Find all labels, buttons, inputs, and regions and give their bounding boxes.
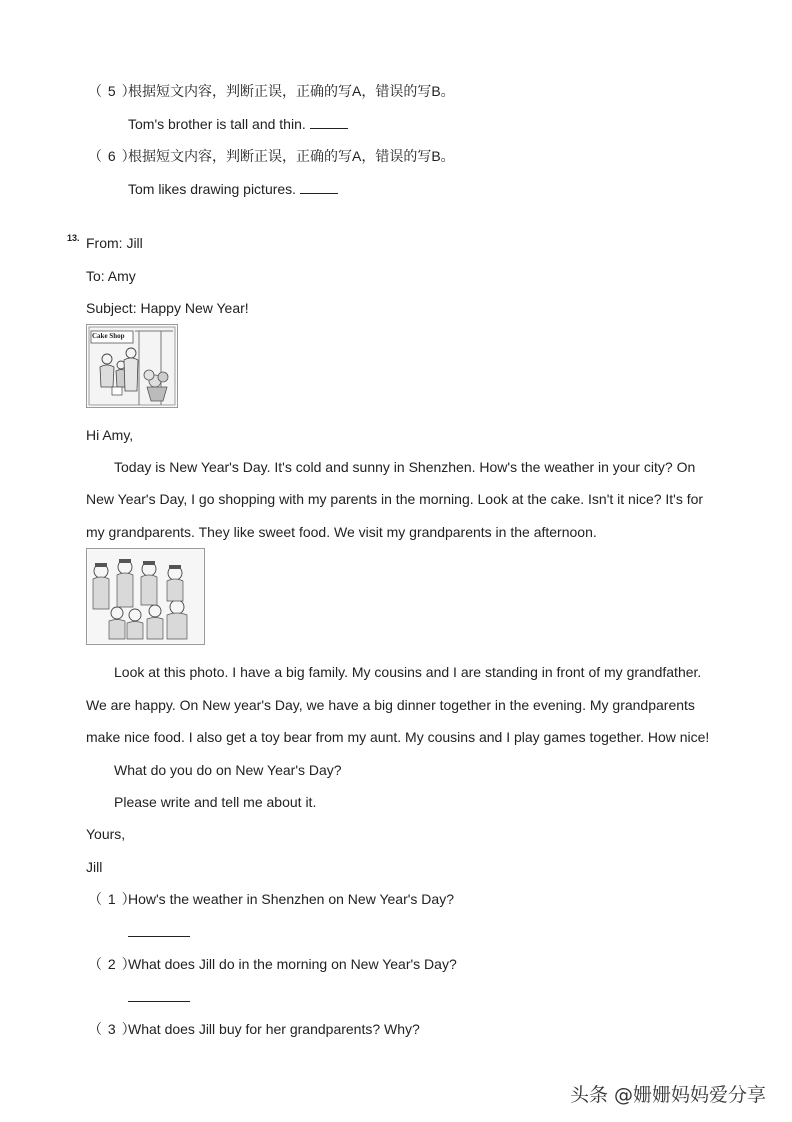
letter-para2-line1: Look at this photo. I have a big family. My cousins and I are standing in front of my grandfather. (114, 664, 702, 680)
question-5-prompt: 根据短文内容，判断正误，正确的写A，错误的写B。 (128, 83, 455, 99)
question-6-number: （ 6 ） (88, 148, 137, 164)
email-to: To: Amy (86, 268, 136, 284)
question-5-statement-text: Tom's brother is tall and thin. (128, 116, 306, 132)
letter-para1-line2: New Year's Day, I go shopping with my parents in the morning. Look at the cake. Isn't it nice? It's for (86, 491, 704, 507)
question-6-statement (128, 180, 338, 198)
cake-shop-sign: Cake Shop (92, 332, 125, 340)
sub-question-3-number: （ 3 ） (88, 1021, 137, 1037)
sub-question-1-number: （ 1 ） (88, 891, 137, 907)
answer-line-1 (128, 936, 190, 937)
question-5-number: （ 5 ） (88, 83, 137, 99)
question-13-label: 13. (67, 233, 80, 243)
email-subject: Subject: Happy New Year! (86, 300, 249, 316)
letter-para2-line2: We are happy. On New year's Day, we have a big dinner together in the evening. My grandparents (86, 697, 695, 713)
watermark-text: 头条 @姗姗妈妈爱分享 (570, 1084, 767, 1106)
family-photo-drawing (87, 549, 204, 644)
letter-signature: Jill (86, 859, 103, 875)
letter-closing: Yours, (86, 826, 126, 842)
sub-question-2-text: What does Jill do in the morning on New Year's Day? (128, 956, 457, 972)
answer-line-2 (128, 1001, 190, 1002)
letter-para2-line3: make nice food. I also get a toy bear from my aunt. My cousins and I play games together. How nice! (86, 729, 710, 745)
letter-para1-line3: my grandparents. They like sweet food. We visit my grandparents in the afternoon. (86, 524, 597, 540)
sub-question-1-text: How's the weather in Shenzhen on New Year's Day? (128, 891, 454, 907)
question-6-prompt: 根据短文内容，判断正误，正确的写A，错误的写B。 (128, 148, 455, 164)
letter-para1-line1: Today is New Year's Day. It's cold and sunny in Shenzhen. How's the weather in your city? On (114, 459, 696, 475)
answer-blank (310, 116, 348, 129)
letter-request-line: Please write and tell me about it. (114, 794, 317, 810)
letter-greeting: Hi Amy, (86, 427, 134, 443)
answer-blank (300, 181, 338, 194)
question-5-statement (128, 115, 348, 133)
letter-question-line: What do you do on New Year's Day? (114, 762, 342, 778)
question-6-statement-text: Tom likes drawing pictures. (128, 181, 297, 197)
cake-shop-illustration (86, 324, 178, 408)
email-from: From: Jill (86, 235, 143, 251)
family-photo-illustration (86, 548, 205, 645)
sub-question-2-number: （ 2 ） (88, 956, 137, 972)
sub-question-3-text: What does Jill buy for her grandparents? Why? (128, 1021, 420, 1037)
